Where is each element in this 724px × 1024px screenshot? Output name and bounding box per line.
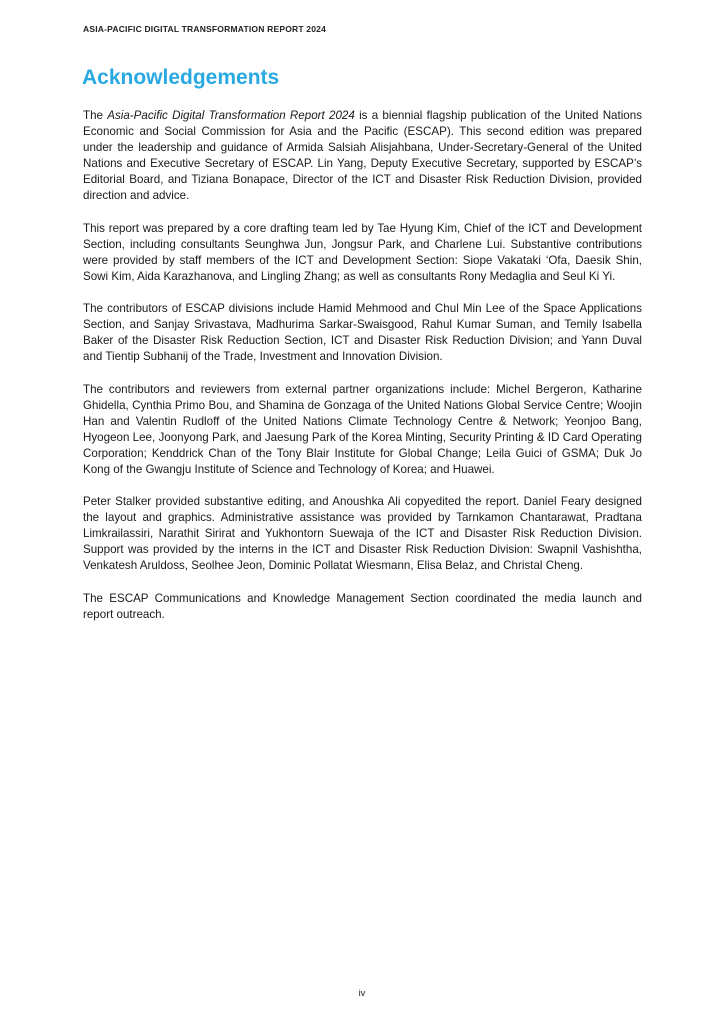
report-title-italic: Asia-Pacific Digital Transformation Report 2024 — [107, 109, 355, 122]
page-title: Acknowledgements — [82, 66, 280, 89]
running-header: ASIA-PACIFIC DIGITAL TRANSFORMATION REPORT 2024 — [83, 24, 327, 34]
page-number: iv — [358, 988, 366, 999]
paragraph-editing-support: Peter Stalker provided substantive editing, and Anoushka Ali copyedited the report. Daniel Feary designed the layout and graphics. Administrative assistance was provided by Tarnkamon Chantarawat, Pradtana Limkrailassiri, Narathit Sirirat and Yukhontorn Suewaja of the ICT and Disaster Risk Reduction Division. Support was provided by the interns in the ICT and Disaster Risk Reduction Division: Swapnil Vashishtha, Venkatesh Aruldoss, Seolhee Jeon, Dominic Pollatat Wiesmann, Elisa Belaz, and Christal Cheng. — [83, 495, 642, 572]
paragraph-intro — [83, 108, 642, 204]
paragraph-intro-lead: The — [83, 109, 108, 122]
paragraph-drafting-team: This report was prepared by a core drafting team led by Tae Hyung Kim, Chief of the ICT and Development Section, including consultants Seunghwa Jun, Jongsur Park, and Charlene Lui. Substantive contributions were provided by staff members of the ICT and Development Section: Siope Vakataki ‘Ofa, Daesik Shin, Sowi Kim, Aida Karazhanova, and Lingling Zhang; as well as consultants Rony Medaglia and Seul Ki Yi. — [83, 221, 642, 283]
body-text — [83, 108, 642, 639]
paragraph-intro-body: is a biennial flagship publication of the United Nations Economic and Social Commission for Asia and the Pacific (ESCAP). This second edition was prepared under the leadership and guidance of Armida Salsiah Alisjahbana, Under-Secretary-General of the United Nations and Executive Secretary of ESCAP. Lin Yang, Deputy Executive Secretary, supported by ESCAP’s Editorial Board, and Tiziana Bonapace, Director of the ICT and Disaster Risk Reduction Division, provided direction and advice. — [83, 109, 642, 202]
paragraph-escap-contributors: The contributors of ESCAP divisions include Hamid Mehmood and Chul Min Lee of the Space Applications Section, and Sanjay Srivastava, Madhurima Sarkar-Swaisgood, Rahul Kumar Suman, and Temily Isabella Baker of the Disaster Risk Reduction Section, ICT and Disaster Risk Reduction Division; and Yann Duval and Tientip Subhanij of the Trade, Investment and Innovation Division. — [83, 302, 642, 363]
paragraph-communications: The ESCAP Communications and Knowledge Management Section coordinated the media launch and report outreach. — [83, 591, 642, 621]
paragraph-external-partners: The contributors and reviewers from external partner organizations include: Michel Bergeron, Katharine Ghidella, Cynthia Primo Bou, and Shamina de Gonzaga of the United Nations Global Service Centre; Woojin Han and Valentin Rudloff of the United Nations Climate Technology Centre & Network; Yeonjoo Bang, Hyogeon Lee, Joonyong Park, and Jaesung Park of the Korea Minting, Security Printing & ID Card Operating Corporation; Kenddrick Chan of the Tony Blair Institute for Global Change; Leila Guici of GSMA; Duk Jo Kong of the Gwangju Institute of Science and Technology of Korea; and Huawei. — [83, 382, 642, 476]
